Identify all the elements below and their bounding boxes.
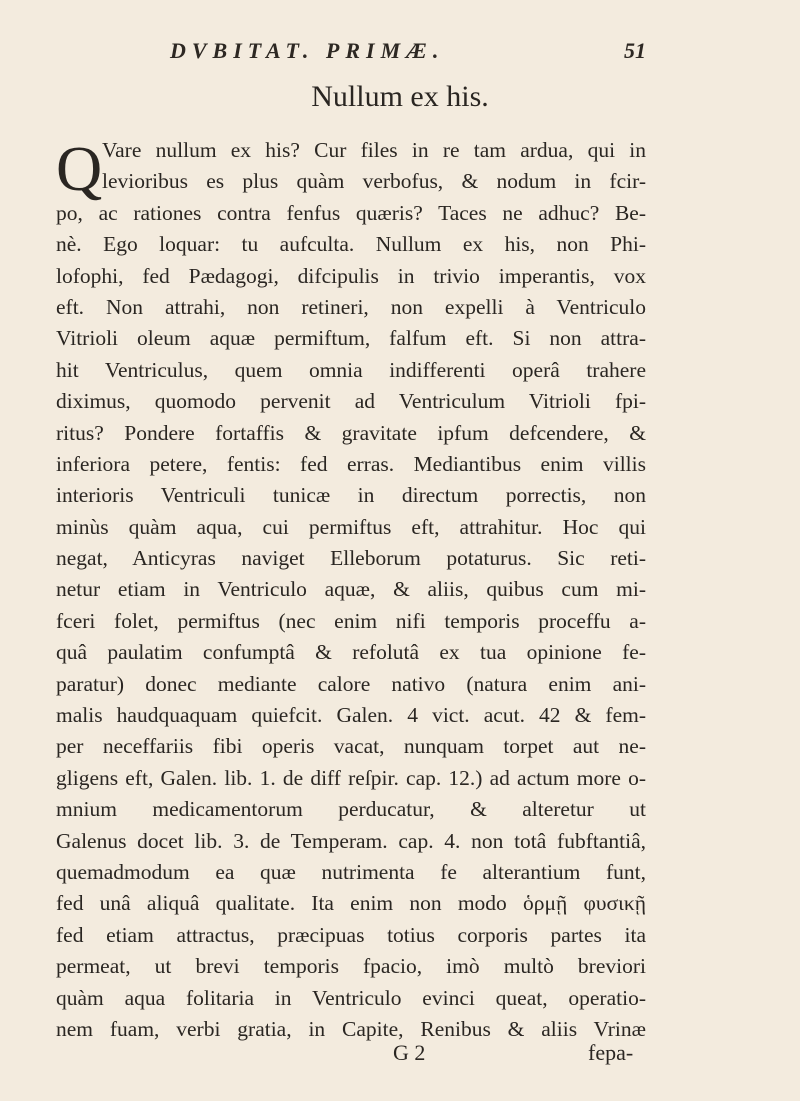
text-line: ritus? Pondere fortaffis & gravitate ipfum defcendere, &: [56, 420, 646, 445]
text-line: quâ paulatim confumptâ & refolutâ ex tua opinione fe-: [56, 640, 646, 665]
text-line: netur etiam in Ventriculo aquæ, & aliis, quibus cum mi-: [56, 577, 646, 602]
page-number: 51: [624, 38, 646, 63]
text-line: Vitrioli oleum aquæ permiftum, falfum eft. Si non attra-: [56, 326, 646, 351]
drop-cap: Q: [56, 133, 103, 204]
text-line: po, ac rationes contra fenfus quæris? Taces ne adhuc? Be-: [56, 200, 646, 225]
text-line: mnium medicamentorum perducatur, & alteretur ut: [56, 797, 646, 822]
text-line: nè. Ego loquar: tu aufculta. Nullum ex his, non Phi-: [56, 232, 646, 257]
text-line: nem fuam, verbi gratia, in Capite, Renibus & aliis Vrinæ: [56, 1016, 646, 1041]
text-line: gligens eft, Galen. lib. 1. de diff reſpir. cap. 12.) ad actum more o-: [56, 765, 646, 790]
text-line: quàm aqua folitaria in Ventriculo evinci queat, operatio-: [56, 985, 646, 1010]
text-line: eft. Non attrahi, non retineri, non expelli à Ventriculo: [56, 294, 646, 319]
text-line: inferiora petere, fentis: fed erras. Mediantibus enim villis: [56, 451, 646, 476]
text-line: lofophi, fed Pædagogi, difcipulis in trivio imperantis, vox: [56, 263, 646, 288]
running-head: DVBITAT. PRIMÆ.: [170, 38, 445, 63]
text-line: paratur) donec mediante calore nativo (natura enim ani-: [56, 671, 646, 696]
text-line: interioris Ventriculi tunicæ in directum porrectis, non: [56, 483, 646, 508]
text-line: levioribus es plus quàm verbofus, & nodum in fcir-: [102, 169, 646, 194]
section-title: Nullum ex his.: [311, 80, 489, 113]
text-line: diximus, quomodo pervenit ad Ventriculum Vitrioli fpi-: [56, 389, 646, 414]
text-line: quemadmodum ea quæ nutrimenta fe alterantium funt,: [56, 859, 646, 884]
text-line: Galenus docet lib. 3. de Temperam. cap. 4. non totâ fubftantiâ,: [56, 828, 646, 853]
text-line: minùs quàm aqua, cui permiftus eft, attrahitur. Hoc qui: [56, 514, 646, 539]
text-line: malis haudquaquam quiefcit. Galen. 4 vict. acut. 42 & fem-: [56, 703, 646, 728]
text-line: fed unâ aliquâ qualitate. Ita enim non modo ὁρμῇ φυσικῇ: [56, 891, 646, 916]
text-line: Vare nullum ex his? Cur files in re tam ardua, qui in: [102, 138, 646, 162]
text-line: fceri folet, permiftus (nec enim nifi temporis proceffu a-: [56, 608, 646, 633]
text-line: permeat, ut brevi temporis fpacio, imò multò breviori: [56, 954, 646, 979]
text-line: negat, Anticyras naviget Elleborum potaturus. Sic reti-: [56, 546, 646, 571]
text-line: per neceffariis fibi operis vacat, nunquam torpet aut ne-: [56, 734, 646, 759]
signature-mark: G 2: [393, 1040, 426, 1065]
catchword: fepa-: [588, 1040, 634, 1065]
text-line: fed etiam attractus, præcipuas totius corporis partes ita: [56, 922, 646, 947]
body-text: [56, 135, 646, 1045]
text-line: hit Ventriculus, quem omnia indifferenti operâ trahere: [56, 357, 646, 382]
